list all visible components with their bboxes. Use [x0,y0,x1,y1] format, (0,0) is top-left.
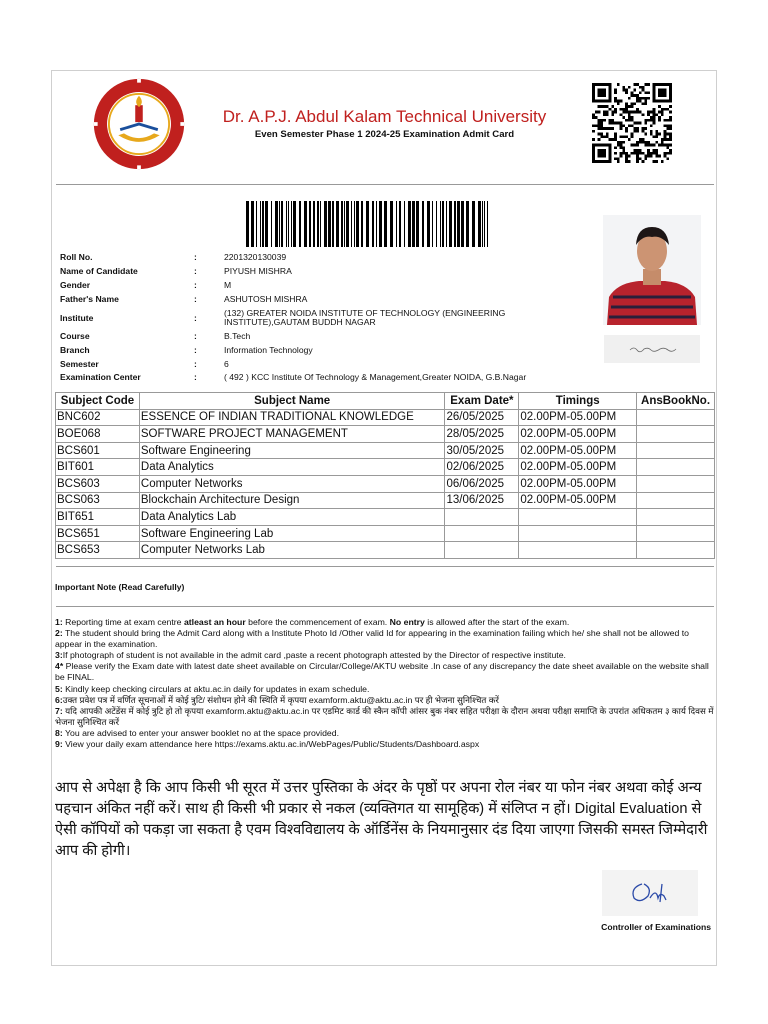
info-value: Information Technology [224,345,313,355]
info-label: Semester [60,359,99,369]
instruction-text: is allowed after the start of the exam. [424,617,570,627]
subject-table-body [56,409,715,558]
table-cell [519,525,637,542]
qr-code [590,83,674,163]
ansbook-cell [637,492,715,509]
info-colon: : [194,359,197,369]
table-cell: 06/06/2025 [445,475,519,492]
ansbook-cell [637,542,715,559]
column-header: Exam Date* [445,393,519,410]
instruction-number: 5: [55,683,63,694]
info-colon: : [194,252,197,262]
instruction-3 [55,650,715,661]
instruction-text: उक्त प्रवेश पत्र में वर्णित सूचनाओं में कोई त्रुटि/ संशोधन होने की स्थिति में कृपया examform.aktu@aktu.ac.in पर ही भेजना सुनिश्चित करें [62,694,499,705]
instruction-text: Please verify the Exam date with latest date sheet available on Circular/College/AKTU website .In case of any discrepancy the date sheet available on the website shall be FINAL. [55,661,709,683]
table-cell: 02/06/2025 [445,459,519,476]
instruction-emphasis: atleast an hour [183,617,246,627]
column-header: Subject Name [139,393,445,410]
table-cell: 28/05/2025 [445,426,519,443]
info-label: Branch [60,345,90,355]
instruction-emphasis: No entry [389,617,425,627]
ansbook-cell [637,409,715,426]
admit-card-title: Even Semester Phase 1 2024-25 Examination Admit Card [254,129,515,140]
info-label: Course [60,331,90,341]
table-cell: Blockchain Architecture Design [139,492,445,509]
instruction-5 [55,684,715,695]
table-cell: BCS603 [56,475,140,492]
instruction-text: Reporting time at exam centre [62,617,184,627]
table-row [56,426,715,443]
important-note-heading: Important Note (Read Carefully) [55,582,185,592]
info-label: Father's Name [60,294,119,304]
info-colon: : [194,331,197,341]
table-row [56,442,715,459]
instruction-7 [55,706,715,728]
table-cell [445,525,519,542]
table-cell: SOFTWARE PROJECT MANAGEMENT [139,426,445,443]
instruction-text: before the commencement of exam. [245,617,390,627]
table-cell [519,542,637,559]
table-cell: 13/06/2025 [445,492,519,509]
column-header: Timings [519,393,637,410]
table-divider [56,566,714,567]
table-cell [445,542,519,559]
instruction-number: 6: [55,694,63,705]
university-title: Dr. A.P.J. Abdul Kalam Technical University [222,107,547,126]
info-value: M [224,280,232,290]
barcode [246,201,488,247]
info-colon: : [194,294,197,304]
note-divider [56,606,714,607]
info-value: PIYUSH MISHRA [224,266,292,276]
ansbook-cell [637,509,715,526]
ansbook-cell [637,426,715,443]
table-row [56,492,715,509]
table-row [56,459,715,476]
instruction-number: 2: [55,628,63,639]
instruction-number: 8: [55,727,63,738]
table-cell: BNC602 [56,409,140,426]
candidate-photo [603,215,701,325]
table-cell [519,509,637,526]
table-cell: BCS653 [56,542,140,559]
info-value: B.Tech [224,331,251,341]
table-cell: Software Engineering [139,442,445,459]
table-cell: BCS601 [56,442,140,459]
instructions-list [55,617,715,750]
info-value: 6 [224,359,229,369]
controller-signature [602,870,698,916]
info-colon: : [194,313,197,323]
instruction-text: View your daily exam attendance here https://exams.aktu.ac.in/WebPages/Public/Students/Dashboard.aspx [62,739,480,750]
table-cell: 02.00PM-05.00PM [519,409,637,426]
ansbook-cell [637,459,715,476]
table-cell: 02.00PM-05.00PM [519,475,637,492]
instruction-4 [55,661,715,683]
controller-title: Controller of Examinations [601,922,711,932]
candidate-signature [604,335,700,363]
table-cell [445,509,519,526]
table-cell: BOE068 [56,426,140,443]
table-cell: 02.00PM-05.00PM [519,442,637,459]
instruction-number: 9: [55,739,63,750]
instruction-text: यदि आपकी अटेंडेंस में कोई त्रुटि हो तो कृपया examform.aktu@aktu.ac.in पर एडमिट कार्ड की स्कैन कॉपी आंसर बुक नंबर सहित परीक्षा के दौरान अथवा परीक्षा समाप्ति के उपरांत अधिकतम ३ कार्य दिवस में भेजना सुनिश्चित करें [55,705,714,727]
info-colon: : [194,266,197,276]
hindi-warning-paragraph: आप से अपेक्षा है कि आप किसी भी सूरत में उत्तर पुस्तिका के अंदर के पृष्ठों पर अपना रोल नंबर या फोन नंबर अथवा कोई अन्य पहचान अंकित नहीं करें। साथ ही किसी भी प्रकार से नकल (व्यक्तिगत या सामूहिक) में संलिप्त न हों। Digital Evaluation से ऐसी कॉपियों को पकड़ा जा सकता है एवम विश्वविद्यालय के ऑर्डिनेंस के नियमानुसार दंड दिया जाएगा जिसकी समस्त जिम्मेदारी आप की होगी। [55,780,708,859]
table-row [56,409,715,426]
table-cell: Software Engineering Lab [139,525,445,542]
table-cell: BIT601 [56,459,140,476]
info-value: ( 492 ) KCC Institute Of Technology & Management,Greater NOIDA, G.B.Nagar [224,372,527,382]
instruction-2 [55,628,715,650]
table-cell: BIT651 [56,509,140,526]
table-cell: Data Analytics Lab [139,509,445,526]
info-label: Roll No. [60,252,93,262]
table-row [56,525,715,542]
info-label: Examination Center [60,372,141,382]
info-value: (132) GREATER NOIDA INSTITUTE OF TECHNOLOGY (ENGINEERING [224,308,506,318]
table-cell: 02.00PM-05.00PM [519,426,637,443]
table-cell: Data Analytics [139,459,445,476]
table-cell: BCS651 [56,525,140,542]
column-header: AnsBookNo. [637,393,715,410]
info-label: Gender [60,280,91,290]
table-cell: Computer Networks Lab [139,542,445,559]
instruction-number: 4* [55,661,64,672]
table-cell: 30/05/2025 [445,442,519,459]
table-cell: ESSENCE OF INDIAN TRADITIONAL KNOWLEDGE [139,409,445,426]
ansbook-cell [637,442,715,459]
instruction-9 [55,739,715,750]
info-value-line2: INSTITUTE),GAUTAM BUDDH NAGAR [224,317,376,327]
column-header: Subject Code [56,393,140,410]
instruction-1 [55,617,715,628]
instruction-number: 3: [55,650,63,661]
admit-card [51,70,717,966]
ansbook-cell [637,475,715,492]
info-colon: : [194,345,197,355]
university-logo [92,77,186,171]
table-cell: 26/05/2025 [445,409,519,426]
info-value: ASHUTOSH MISHRA [224,294,308,304]
table-row [56,542,715,559]
info-label: Institute [60,313,94,323]
header-divider [56,184,714,185]
instruction-6 [55,695,715,706]
info-colon: : [194,372,197,382]
info-label: Name of Candidate [60,266,138,276]
table-cell: 02.00PM-05.00PM [519,459,637,476]
instruction-text: If photograph of student is not available in the admit card ,paste a recent photograph attested by the Director of respective institute. [62,650,566,661]
ansbook-cell [637,525,715,542]
table-row [56,509,715,526]
subject-table-header [56,393,715,410]
table-row [56,475,715,492]
info-colon: : [194,280,197,290]
instruction-number: 7: [55,705,63,716]
instruction-text: Kindly keep checking circulars at aktu.ac.in daily for updates in exam schedule. [62,683,370,694]
instruction-text: The student should bring the Admit Card along with a Institute Photo Id /Other valid Id for appearing in the examination failing which he/ she shall not be allowed to appear in the examination. [55,628,689,650]
instruction-text: You are advised to enter your answer booklet no at the space provided. [62,727,339,738]
info-value: 2201320130039 [224,252,287,262]
table-cell: BCS063 [56,492,140,509]
instruction-8 [55,728,715,739]
table-cell: 02.00PM-05.00PM [519,492,637,509]
subject-table [55,392,715,559]
instruction-number: 1: [55,617,63,627]
table-cell: Computer Networks [139,475,445,492]
